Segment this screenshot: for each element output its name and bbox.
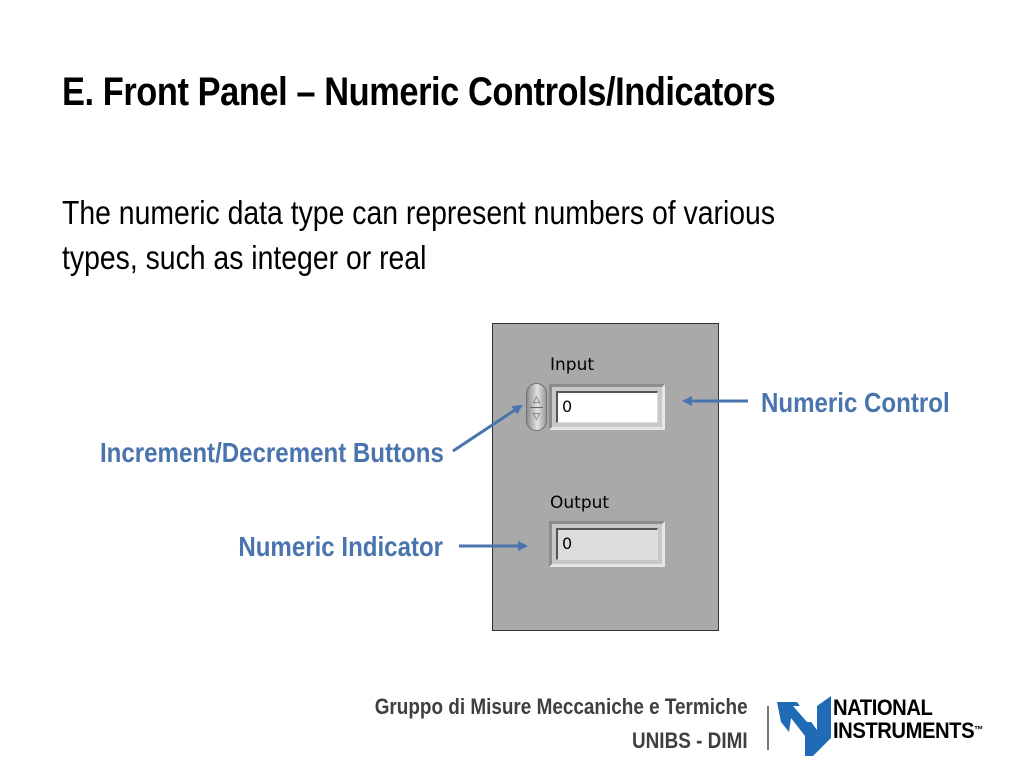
numeric-control-input[interactable]: 0: [556, 391, 658, 423]
national-instruments-wordmark: [833, 696, 983, 742]
logo-line-1: NATIONAL: [833, 695, 933, 720]
numeric-indicator-frame: [549, 521, 665, 567]
label-incdec-buttons: Increment/Decrement Buttons: [100, 437, 444, 468]
national-instruments-eagle-icon: [775, 692, 835, 758]
body-line-2: types, such as integer or real: [62, 239, 427, 276]
numeric-control-frame: [549, 384, 665, 430]
logo-line-2-text: INSTRUMENTS: [833, 718, 975, 743]
numeric-indicator-display: 0: [556, 528, 658, 560]
increment-arrow-icon[interactable]: △: [533, 393, 540, 404]
front-panel: [492, 323, 719, 631]
increment-decrement-buttons[interactable]: [526, 383, 547, 431]
label-numeric-control: Numeric Control: [761, 387, 950, 418]
label-numeric-indicator: Numeric Indicator: [238, 531, 443, 562]
body-line-1: The numeric data type can represent numbers of various: [62, 194, 776, 231]
input-label: Input: [550, 355, 595, 375]
output-label: Output: [550, 493, 610, 513]
trademark-symbol: ™: [974, 725, 983, 736]
logo-line-2: [833, 719, 983, 742]
slide-body: [62, 190, 775, 280]
footer-affiliation: [375, 690, 748, 758]
footer-line-1: Gruppo di Misure Meccaniche e Termiche: [375, 694, 748, 719]
incdec-separator: [530, 407, 543, 408]
footer-line-2: UNIBS - DIMI: [632, 728, 748, 753]
slide-title: E. Front Panel – Numeric Controls/Indicators: [62, 70, 776, 114]
footer-divider: [767, 706, 769, 750]
decrement-arrow-icon[interactable]: ▽: [533, 410, 540, 421]
